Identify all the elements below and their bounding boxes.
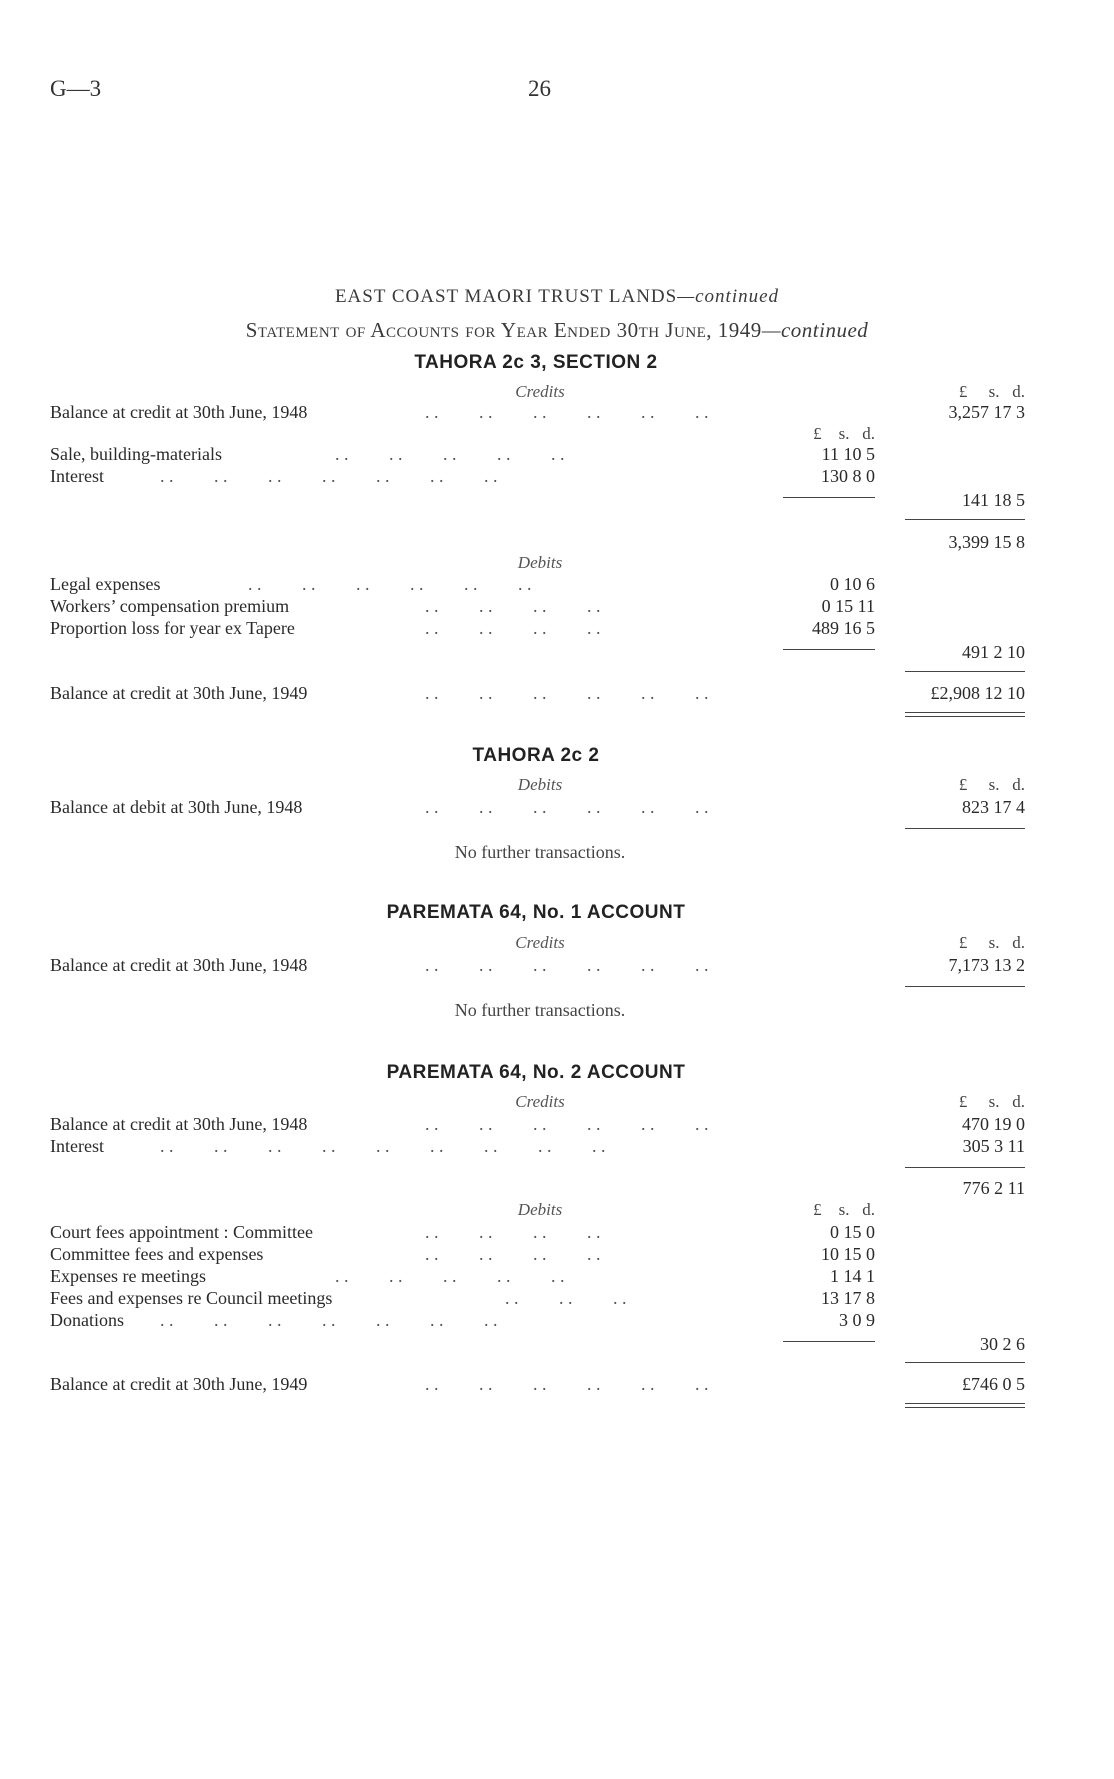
row-label: Balance at credit at 30th June, 1948	[50, 955, 308, 975]
header-pounds: £	[958, 382, 968, 401]
leader-dots: . . . . . . . .	[425, 596, 601, 616]
header-pence: d.	[1012, 775, 1025, 794]
amount-inner: 11 10 5	[821, 444, 875, 464]
leader-dots: . . . . . . . . . . . .	[425, 955, 709, 975]
header-shillings: s.	[988, 775, 1000, 794]
total-rule	[905, 1362, 1025, 1363]
amount-inner: 1 14 1	[830, 1266, 875, 1286]
column-header-inner	[760, 424, 875, 444]
double-rule	[905, 712, 1025, 717]
debits-label: Debits	[517, 1200, 563, 1219]
page-number: 26	[528, 76, 551, 101]
header-pence: d.	[862, 1200, 875, 1219]
leader-dots: . . . . . . . . . .	[335, 1266, 565, 1286]
amount-inner: 13 17 8	[821, 1288, 875, 1308]
note-text: No further transactions.	[454, 1000, 626, 1020]
report-reference: G—3	[50, 76, 102, 101]
row-label: Fees and expenses re Council meetings	[50, 1288, 333, 1308]
row-label: Balance at credit at 30th June, 1948	[50, 402, 308, 422]
row-label: Interest	[50, 466, 104, 486]
closing-balance: £2,908 12 10	[930, 683, 1025, 703]
total-rule	[905, 986, 1025, 987]
amount-outer: 305 3 11	[962, 1136, 1025, 1156]
leader-dots: . . . . . . . . . . . .	[425, 797, 709, 817]
header-shillings: s.	[988, 382, 1000, 401]
credits-subtotal: 141 18 5	[962, 490, 1025, 510]
total-rule	[905, 1167, 1025, 1168]
row-label: Interest	[50, 1136, 104, 1156]
amount-outer: 823 17 4	[962, 797, 1025, 817]
column-header	[900, 775, 1025, 795]
credits-label: Credits	[515, 1092, 565, 1111]
row-label: Court fees appointment : Committee	[50, 1222, 313, 1242]
row-label: Balance at credit at 30th June, 1948	[50, 1114, 308, 1134]
amount-inner: 10 15 0	[821, 1244, 875, 1264]
row-label: Balance at debit at 30th June, 1948	[50, 797, 303, 817]
leader-dots: . . . . . . . .	[425, 1222, 601, 1242]
header-pounds: £	[813, 1200, 822, 1219]
subtotal-rule	[783, 649, 875, 650]
header-pence: d.	[1012, 382, 1025, 401]
column-header	[900, 933, 1025, 953]
column-header-inner	[760, 1200, 875, 1220]
debits-subtotal: 30 2 6	[980, 1334, 1025, 1354]
header-shillings: s.	[838, 1200, 850, 1219]
title-text: EAST COAST MAORI TRUST LANDS	[334, 286, 678, 307]
note-text: No further transactions.	[454, 842, 626, 862]
row-label: Donations	[50, 1310, 124, 1330]
header-pence: d.	[862, 424, 875, 443]
credits-label: Credits	[515, 933, 565, 952]
total-rule	[905, 519, 1025, 520]
leader-dots: . . . . . . . . . . . . . .	[160, 466, 498, 486]
amount-inner: 0 10 6	[830, 574, 875, 594]
total-rule	[905, 828, 1025, 829]
document-title	[0, 286, 1114, 308]
leader-dots: . . . . . . . . . . . . . . . . . .	[160, 1136, 606, 1156]
row-label: Balance at credit at 30th June, 1949	[50, 1374, 308, 1394]
section-heading-tahora-2c2: TAHORA 2c 2	[472, 745, 600, 766]
header-shillings: s.	[988, 1092, 1000, 1111]
header-pounds: £	[958, 933, 968, 952]
subtotal-rule	[783, 1341, 875, 1342]
row-label: Sale, building-materials	[50, 444, 222, 464]
leader-dots: . . . . . . . . . . . .	[425, 683, 709, 703]
leader-dots: . . . . . .	[505, 1288, 627, 1308]
section-heading-tahora-2c3: TAHORA 2c 3, SECTION 2	[414, 352, 658, 373]
leader-dots: . . . . . . . . . . . .	[425, 1374, 709, 1394]
amount-inner: 3 0 9	[839, 1310, 875, 1330]
leader-dots: . . . . . . . . . . . .	[425, 1114, 709, 1134]
debits-subtotal: 491 2 10	[962, 642, 1025, 662]
debits-label: Debits	[517, 553, 563, 572]
leader-dots: . . . . . . . .	[425, 618, 601, 638]
row-label: Balance at credit at 30th June, 1949	[50, 683, 308, 703]
row-label: Workers’ compensation premium	[50, 596, 290, 616]
leader-dots: . . . . . . . . . . . . . .	[160, 1310, 498, 1330]
total-rule	[905, 671, 1025, 672]
credits-total: 3,399 15 8	[948, 532, 1025, 552]
title-continued: —continued	[677, 286, 780, 307]
leader-dots: . . . . . . . . . . . .	[425, 402, 709, 422]
header-shillings: s.	[988, 933, 1000, 952]
amount-inner: 0 15 11	[821, 596, 875, 616]
debits-label: Debits	[517, 775, 563, 794]
double-rule	[905, 1403, 1025, 1408]
amount-outer: 7,173 13 2	[948, 955, 1025, 975]
statement-title	[0, 318, 1114, 343]
credits-total: 776 2 11	[962, 1178, 1025, 1198]
closing-balance: £746 0 5	[962, 1374, 1025, 1394]
column-header-outer	[900, 382, 1025, 402]
header-pence: d.	[1012, 933, 1025, 952]
amount-inner: 0 15 0	[830, 1222, 875, 1242]
header-shillings: s.	[838, 424, 850, 443]
amount-outer: 3,257 17 3	[948, 402, 1025, 422]
amount-inner: 130 8 0	[821, 466, 875, 486]
row-label: Committee fees and expenses	[50, 1244, 264, 1264]
leader-dots: . . . . . . . . . . . .	[248, 574, 532, 594]
statement-continued: —continued	[761, 318, 869, 342]
column-header-outer	[900, 1092, 1025, 1112]
header-pounds: £	[813, 424, 822, 443]
header-pence: d.	[1012, 1092, 1025, 1111]
amount-outer: 470 19 0	[962, 1114, 1025, 1134]
section-heading-paremata-1: PAREMATA 64, No. 1 ACCOUNT	[386, 902, 686, 923]
header-pounds: £	[958, 775, 968, 794]
section-heading-paremata-2: PAREMATA 64, No. 2 ACCOUNT	[386, 1062, 686, 1083]
statement-title-text: Statement of Accounts for Year Ended 30th June, 1949	[245, 318, 762, 342]
header-pounds: £	[958, 1092, 968, 1111]
leader-dots: . . . . . . . .	[425, 1244, 601, 1264]
row-label: Expenses re meetings	[50, 1266, 206, 1286]
subtotal-rule	[783, 497, 875, 498]
leader-dots: . . . . . . . . . .	[335, 444, 565, 464]
credits-label: Credits	[515, 382, 565, 401]
amount-inner: 489 16 5	[812, 618, 875, 638]
row-label: Proportion loss for year ex Tapere	[50, 618, 295, 638]
row-label: Legal expenses	[50, 574, 161, 594]
